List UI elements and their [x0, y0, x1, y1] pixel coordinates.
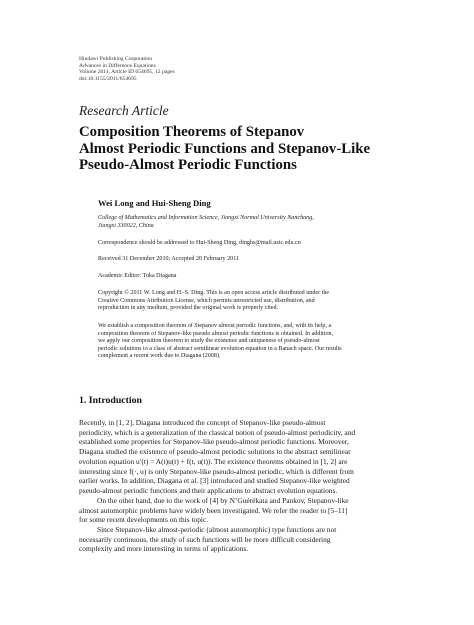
title-line: Composition Theorems of Stepanov	[79, 124, 305, 140]
correspondence: Correspondence should be addressed to Hui-Sheng Ding, dinghs@mail.ustc.edu.cn	[98, 240, 301, 246]
body-line: On the other hand, due to the work of [4] by N’Guérékata and Pankov, Stepanov-like	[97, 496, 349, 505]
body-line: Diagana studied the existence of pseudo-almost periodic solutions to the abstract semilinear	[79, 447, 351, 457]
affiliation-line: Jiangxi 330022, China	[98, 222, 154, 229]
volume-line: Volume 2011, Article ID 654695, 12 pages	[79, 69, 175, 76]
body-line: necessarily continuous, the study of such functions will be more difficult considering	[79, 534, 331, 544]
title-line: Almost Periodic Functions and Stepanov-Like	[79, 140, 371, 157]
body-line: Since Stepanov-like almost-periodic (almost automorphic) type functions are not	[97, 525, 337, 534]
journal-line: Advances in Difference Equations	[79, 62, 156, 69]
body-line: pseudo-almost periodic functions and their applications to abstract evolution equations.	[79, 485, 338, 495]
affiliation-line: College of Mathematics and Information Science, Jiangxi Normal University Nanchang,	[98, 215, 314, 221]
abstract-line: composition theorem of Stepanov-like pseudo almost periodic functions is obtained. In addition,	[98, 330, 334, 337]
intro-paragraph-2	[79, 496, 396, 506]
intro-paragraph-1	[79, 418, 396, 496]
abstract-line: periodic solutions to a class of abstract semilinear evolution equation in a Banach space. Our results	[98, 345, 342, 352]
doi-line: doi:10.1155/2011/654695	[79, 76, 137, 83]
section-heading-introduction: 1. Introduction	[79, 395, 142, 406]
body-line: Recently, in [1, 2], Diagana introduced the concept of Stepanov-like pseudo-almost	[79, 418, 326, 427]
abstract	[98, 323, 408, 361]
body-line: for some recent developments on this topic.	[79, 515, 209, 525]
copyright-line: reproduction in any medium, provided the original work is properly cited.	[98, 305, 279, 312]
affiliation	[98, 215, 398, 230]
journal-header	[79, 56, 175, 83]
academic-editor: Academic Editor: Toka Diagana	[98, 273, 177, 279]
copyright-line: Creative Commons Attribution License, which permits unrestricted use, distribution, and	[98, 297, 315, 304]
body-line: complexity and more interesting in terms of applications.	[79, 544, 249, 554]
intro-paragraph-2-continued	[79, 506, 396, 525]
copyright-line: Copyright © 2011 W. Long and H.-S. Ding. This is an open access article distributed under the	[98, 290, 330, 296]
abstract-line: complement a recent work due to Diagana (2008).	[98, 353, 221, 360]
received-dates: Received 31 December 2010; Accepted 20 February 2011	[98, 256, 240, 262]
authors: Wei Long and Hui-Sheng Ding	[98, 198, 211, 208]
publisher-line: Hindawi Publishing Corporation	[79, 56, 153, 62]
abstract-line: We establish a composition theorem of Stepanov almost periodic functions, and, with its help, a	[98, 323, 332, 329]
body-line: almost automorphic problems have widely been investigated. We refer the reader to [5–11]	[79, 505, 348, 515]
abstract-line: we apply our composition theorem to study the existence and uniqueness of pseudo-almost	[98, 338, 320, 345]
article-type: Research Article	[79, 103, 169, 118]
body-line: evolution equation u′(t) = A(t)u(t) + f(t, u(t)). The existence theorems obtained in [1, 2] are	[79, 456, 348, 466]
title-line: Pseudo-Almost Periodic Functions	[79, 157, 297, 174]
intro-paragraph-3-continued	[79, 535, 396, 554]
body-line: periodicity, which is a generalization of the classical notion of pseudo-almost periodicity, and	[79, 427, 356, 437]
body-line: earlier works. In addition, Diagana et al. [3] introduced and studied Stepanov-like weighted	[79, 476, 350, 486]
paper-title	[79, 124, 409, 174]
copyright-notice	[98, 290, 408, 313]
intro-paragraph-3	[79, 525, 396, 535]
body-line: established some properties for Stepanov-like pseudo-almost periodic functions. Moreover,	[79, 437, 349, 447]
body-line: interesting since f(·, u) is only Stepanov-like pseudo-almost periodic, which is different from	[79, 466, 354, 476]
